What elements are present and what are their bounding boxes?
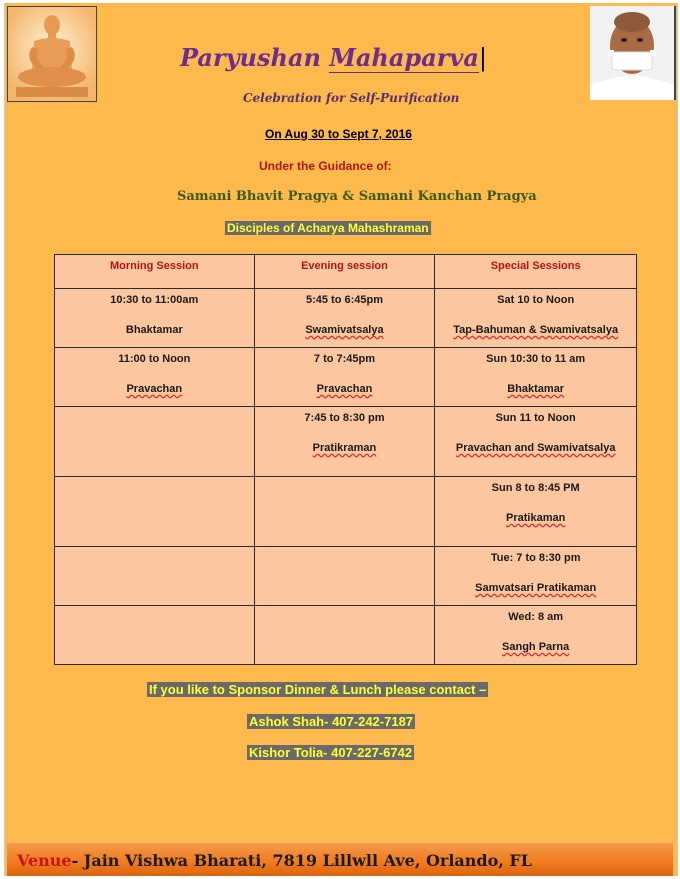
session-description: Pravachan [316,383,373,395]
sponsor-contact-prompt: If you like to Sponsor Dinner & Lunch please contact – [149,682,487,697]
session-description: Pratikaman [506,512,566,524]
session-time: 11:00 to Noon [118,353,191,365]
schedule-cell [254,547,435,606]
session-time: Sun 11 to Noon [495,412,576,424]
event-dates: On Aug 30 to Sept 7, 2016 [265,127,412,141]
schedule-row [55,289,637,348]
schedule-cell [254,289,435,348]
session-description: Swamivatsalya [305,324,384,336]
schedule-cell [254,348,435,407]
guidance-heading: Under the Guidance of: [259,159,392,173]
contact-kishor-tolia: Kishor Tolia- 407-227-6742 [249,745,413,760]
disciples-line: Disciples of Acharya Mahashraman [227,221,429,235]
session-time: 10:30 to 11:00am [110,294,199,306]
schedule-cell [435,289,637,348]
contact-ashok-shah: Ashok Shah- 407-242-7187 [249,714,414,729]
session-description: Pratikraman [312,442,377,454]
title-word-2: Mahaparva [329,43,479,72]
event-title [180,43,487,72]
schedule-row [55,407,637,477]
schedule-cell [435,547,637,606]
schedule-row [55,477,637,547]
header-evening-session: Evening session [254,255,435,289]
schedule-cell [254,606,435,665]
schedule-cell [55,348,255,407]
text-cursor: | [478,44,487,72]
schedule-cell [55,606,255,665]
session-time: 7:45 to 8:30 pm [304,412,385,424]
schedule-cell [254,477,435,547]
session-description: Pravachan [126,383,183,395]
session-time: Sat 10 to Noon [497,294,575,306]
schedule-cell [435,348,637,407]
guide-names: Samani Bhavit Pragya & Samani Kanchan Pragya [177,189,537,204]
session-time: Sun 10:30 to 11 am [486,353,586,365]
schedule-cell [55,407,255,477]
session-time: Sun 8 to 8:45 PM [491,482,580,494]
schedule-cell [254,407,435,477]
schedule-cell [435,407,637,477]
header-morning-session: Morning Session [55,255,255,289]
venue-address: - Jain Vishwa Bharati, 7819 Lillwll Ave, Orlando, FL [71,851,533,870]
venue-label: Venue [17,851,72,870]
schedule-cell [55,289,255,348]
monk-portrait-image [590,6,676,100]
event-subtitle: Celebration for Self-Purification [243,91,460,105]
session-time: 5:45 to 6:45pm [305,294,383,306]
session-description: Sangh Parna [502,641,570,653]
session-description: Bhaktamar [507,383,565,395]
session-description: Bhaktamar [125,324,183,336]
schedule-table [54,254,637,665]
schedule-cell [55,477,255,547]
session-description: Tap-Bahuman & Swamivatsalya [453,324,619,336]
schedule-row [55,547,637,606]
session-time: 7 to 7:45pm [313,353,376,365]
session-time: Wed: 8 am [508,611,564,623]
schedule-header-row [55,255,637,289]
title-word-1: Paryushan [180,43,321,72]
schedule-row [55,348,637,407]
flyer-page [4,3,678,876]
schedule-cell [435,606,637,665]
schedule-cell [435,477,637,547]
schedule-row [55,606,637,665]
venue-bar [7,843,673,876]
session-description: Samvatsari Pratikaman [475,582,597,594]
header-special-sessions: Special Sessions [435,255,637,289]
meditating-figure-image [7,6,97,102]
schedule-body [55,289,637,665]
session-description: Pravachan and Swamivatsalya [455,442,616,454]
schedule-cell [55,547,255,606]
session-time: Tue: 7 to 8:30 pm [490,552,581,564]
